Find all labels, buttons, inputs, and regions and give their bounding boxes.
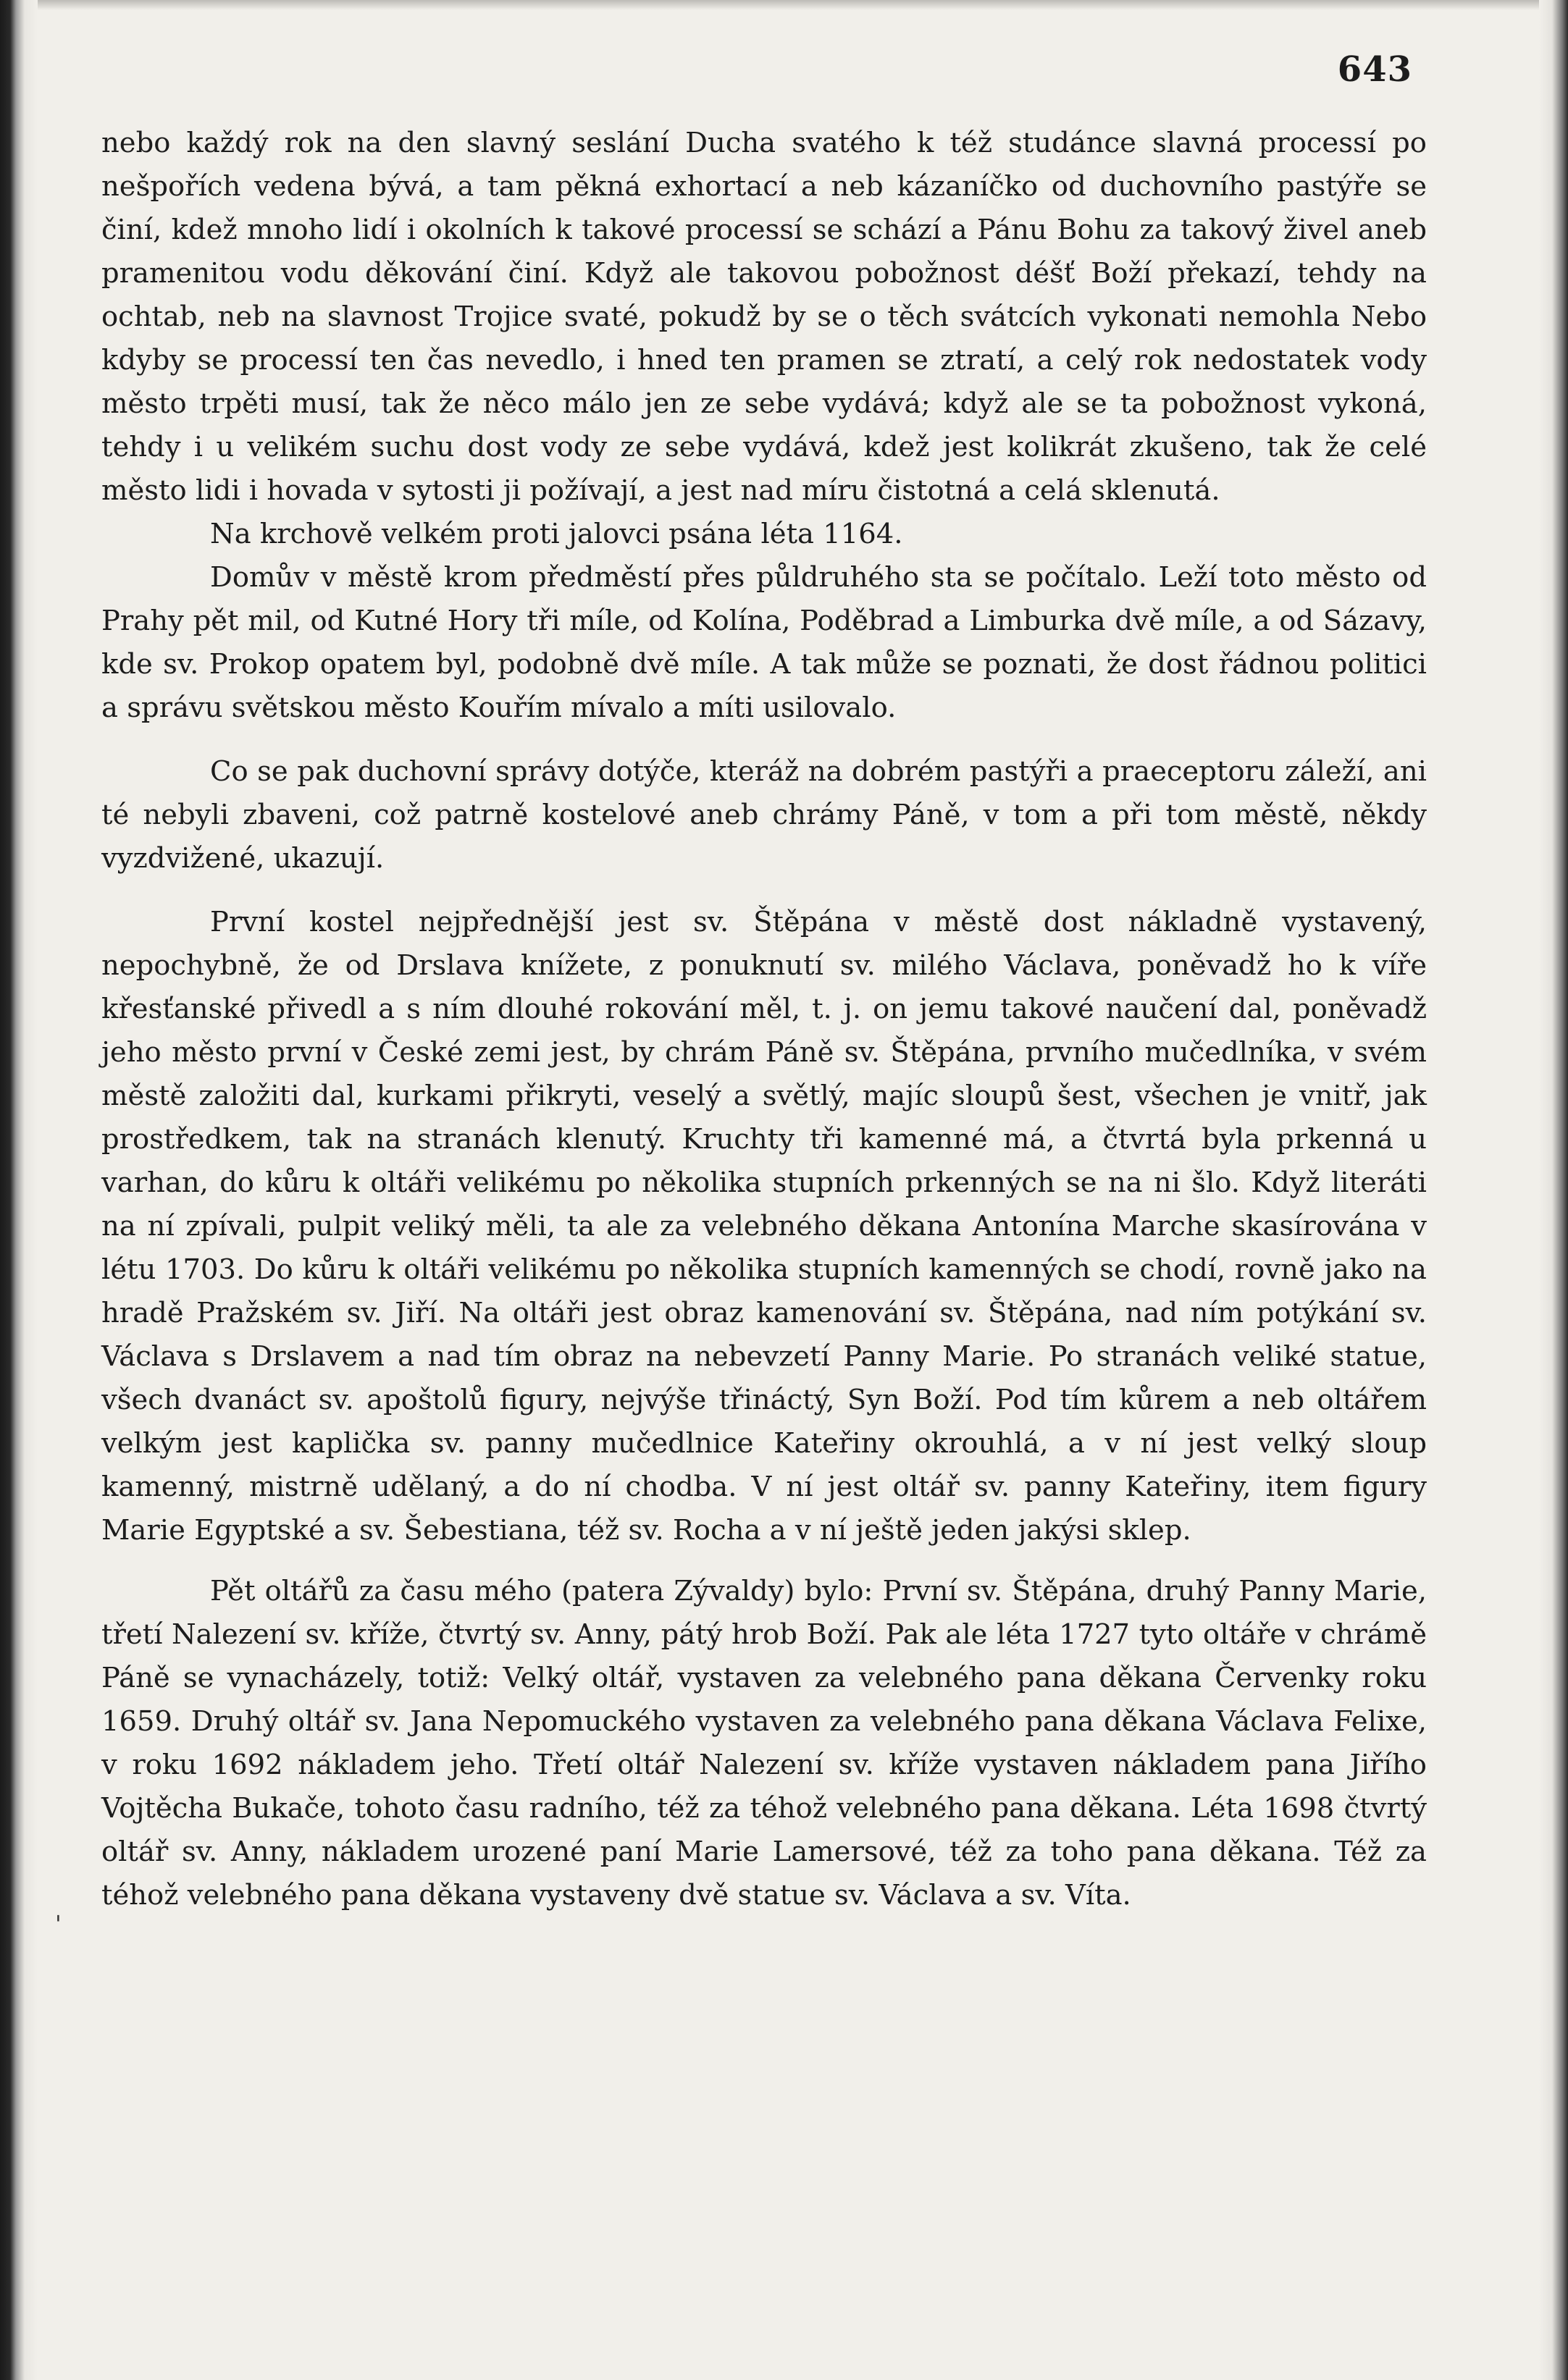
- scan-right-edge: [1539, 0, 1568, 2380]
- paragraph-3: Domův v městě krom předměstí přes půldruhého sta se počítalo. Leží toto město od Prahy pět mil, od Kutné Hory tři míle, od Kolína, Poděbrad a Limburka dvě míle, a od Sázavy, kde sv. Prokop opatem byl, podobně dvě míle. A tak může se poznati, že dost řádnou politici a správu světskou město Kouřím mívalo a míti usilovalo.: [101, 561, 1427, 724]
- book-page: [55, 43, 1427, 1938]
- paragraph-2: Na krchově velkém proti jalovci psána léta 1164.: [210, 518, 903, 550]
- scan-top-edge: [0, 0, 1568, 10]
- paragraph-5: První kostel nejpřednější jest sv. Štěpána v městě dost nákladně vystavený, nepochybně, že od Drslava knížete, z ponuknutí sv. milého Václava, poněvadž ho k víře křesťanské přivedl a s ním dlouhé rokování měl, t. j. on jemu takové naučení dal, poněvadž jeho město první v České zemi jest, by chrám Páně sv. Štěpána, prvního mučedlníka, v svém městě založiti dal, kurkami přikryti, veselý a světlý, majíc sloupů šest, všechen je vnitř, jak prostředkem, tak na stranách klenutý. Kruchty tři kamenné má, a čtvrtá byla prkenná u varhan, do kůru k oltáři velikému po několika stupních prkenných se na ni šlo. Když literáti na ní zpívali, pulpit veliký měli, ta ale za velebného děkana Antonína Marche skasírována v létu 1703. Do kůru k oltáři velikému po několika stupních kamenných se chodí, rovně jako na hradě Pražském sv. Jiří. Na oltáři jest obraz kamenování sv. Štěpána, nad ním potýkání sv. Václava s Drslavem a nad tím obraz na nebevzetí Panny Marie. Po stranách veliké statue, všech dvanáct sv. apoštolů figury, nejvýše třináctý, Syn Boží. Pod tím kůrem a neb oltářem velkým jest kaplička sv. panny mučedlnice Kateřiny okrouhlá, a v ní jest velký sloup kamenný, mistrně udělaný, a do ní chodba. V ní jest oltář sv. panny Kateřiny, item figury Marie Egyptské a sv. Šebestiana, též sv. Rocha a v ní ještě jeden jakýsi sklep.: [101, 906, 1427, 1547]
- paragraph-1: nebo každý rok na den slavný seslání Ducha svatého k též studánce slavná processí po nešpořích vedena bývá, a tam pěkná exhortací a neb kázaníčko od duchovního pastýře se činí, kdež mnoho lidí i okolních k takové processí se schází a Pánu Bohu za takový živel aneb pramenitou vodu děkování činí. Když ale takovou pobožnost déšť Boží překazí, tehdy na ochtab, neb na slavnost Trojice svaté, pokudž by se o těch svátcích vykonati nemohla Nebo kdyby se processí ten čas nevedlo, i hned ten pramen se ztratí, a celý rok nedostatek vody město trpěti musí, tak že něco málo jen ze sebe vydává; když ale se ta pobožnost vykoná, tehdy i u velikém suchu dost vody ze sebe vydává, kdež jest kolikrát zkušeno, tak že celé město lidi i hovada v sytosti ji požívají, a jest nad míru čistotná a celá sklenutá.: [101, 127, 1427, 507]
- margin-mark: ': [55, 1910, 62, 1938]
- paragraph-4: Co se pak duchovní správy dotýče, kteráž na dobrém pastýři a praeceptoru záleží, ani té nebyli zbaveni, což patrně kostelové aneb chrámy Páně, v tom a při tom městě, někdy vyzdvižené, ukazují.: [101, 755, 1427, 875]
- scan-binding-shadow: [0, 0, 38, 2380]
- paragraph-6: Pět oltářů za času mého (patera Zývaldy) bylo: První sv. Štěpána, druhý Panny Marie, třetí Nalezení sv. kříže, čtvrtý sv. Anny, pátý hrob Boží. Pak ale léta 1727 tyto oltáře v chrámě Páně se vynacházely, totiž: Velký oltář, vystaven za velebného pana děkana Červenky roku 1659. Druhý oltář sv. Jana Nepomuckého vystaven za velebného pana děkana Václava Felixe, v roku 1692 nákladem jeho. Třetí oltář Nalezení sv. kříže vystaven nákladem pana Jiřího Vojtěcha Bukače, tohoto času radního, též za téhož velebného pana děkana. Léta 1698 čtvrtý oltář sv. Anny, nákladem urozené paní Marie Lamersové, též za toho pana děkana. Též za téhož velebného pana děkana vystaveny dvě statue sv. Václava a sv. Víta.: [101, 1575, 1427, 1912]
- page-number: 643: [1337, 49, 1412, 90]
